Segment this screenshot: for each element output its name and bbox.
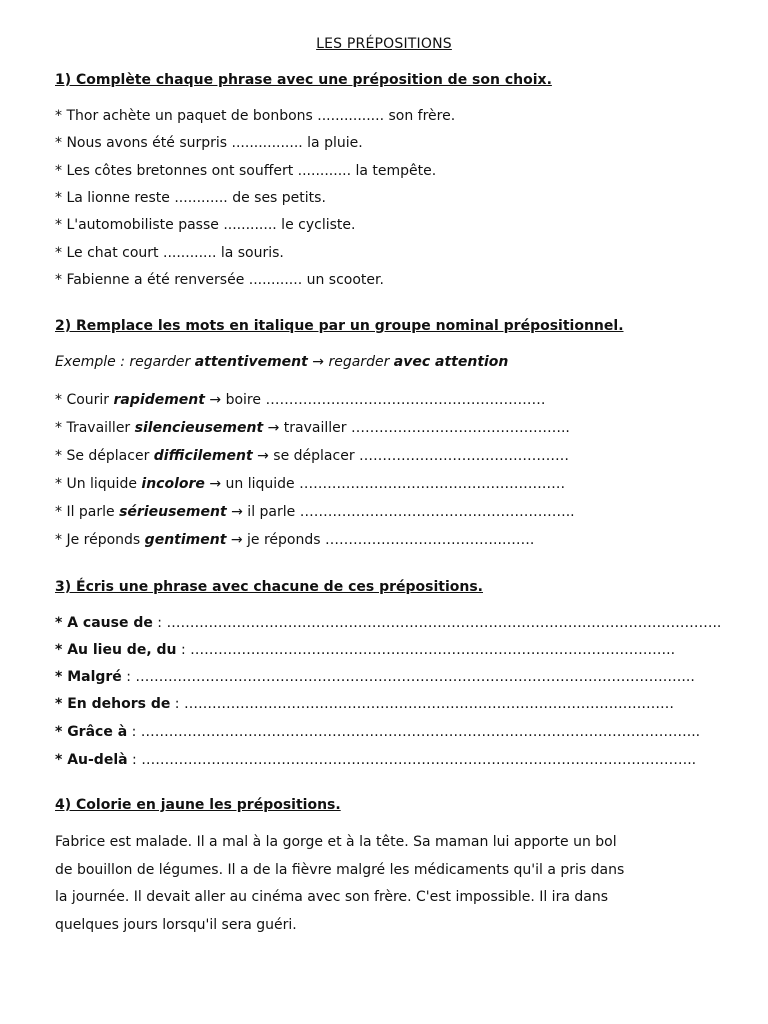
item-prefix: * Courir <box>55 392 114 408</box>
answer-dots: : ………………………………………………………………………………………………………... <box>121 669 695 685</box>
exercise-1-line: * La lionne reste ............ de ses petits. <box>55 190 326 206</box>
item-italic-word: rapidement <box>113 392 205 408</box>
exercise-2-line <box>55 448 569 464</box>
preposition-label: * A cause de <box>55 615 153 631</box>
exercise-1-line: * Nous avons été surpris ................ la pluie. <box>55 135 363 151</box>
section-3-heading: 3) Écris une phrase avec chacune de ces prépositions. <box>55 579 483 595</box>
exercise-3-line <box>55 615 721 631</box>
exercise-2-line <box>55 476 565 492</box>
example-answer: avec attention <box>393 354 509 370</box>
paragraph-line: la journée. Il devait aller au cinéma avec son frère. C'est impossible. Il ira dans <box>55 889 608 905</box>
exercise-3-line <box>55 752 696 768</box>
answer-dots: : ……………………………………………………………………………………………………….. <box>127 752 697 768</box>
answer-dots: : ………………………………………………………………………………………………………... <box>127 724 701 740</box>
item-suffix: → se déplacer ……………………………………… <box>252 448 570 464</box>
example-prefix: Exemple : regarder <box>55 354 195 370</box>
example-word: attentivement <box>194 354 308 370</box>
exercise-2-line <box>55 504 575 520</box>
exercise-1-line: * Fabienne a été renversée ............ un scooter. <box>55 272 384 288</box>
colouring-paragraph <box>55 829 715 939</box>
item-prefix: * Je réponds <box>55 532 145 548</box>
preposition-label: * En dehors de <box>55 696 171 712</box>
example-middle: → regarder <box>307 354 394 370</box>
item-prefix: * Un liquide <box>55 476 142 492</box>
item-suffix: → un liquide ………………………………………………… <box>204 476 566 492</box>
preposition-label: * Grâce à <box>55 724 128 740</box>
exercise-3-line <box>55 669 695 685</box>
paragraph-line: de bouillon de légumes. Il a de la fièvre malgré les médicaments qu'il a pris dans <box>55 861 625 878</box>
item-suffix: → il parle ………………………………………………….. <box>226 504 575 520</box>
section-4-heading: 4) Colorie en jaune les prépositions. <box>55 797 341 813</box>
preposition-label: * Au lieu de, du <box>55 642 177 658</box>
exercise-1-line: * L'automobiliste passe ............ le cycliste. <box>55 217 356 233</box>
exercise-3-line <box>55 724 700 740</box>
item-italic-word: incolore <box>141 476 205 492</box>
section-2-heading: 2) Remplace les mots en italique par un groupe nominal prépositionnel. <box>55 318 624 334</box>
item-italic-word: gentiment <box>144 532 227 548</box>
item-suffix: → boire …………………………………………………… <box>204 392 546 408</box>
exercise-1-line: * Thor achète un paquet de bonbons ............... son frère. <box>55 108 456 124</box>
item-suffix: → je réponds ………………………………..……. <box>226 532 535 548</box>
answer-dots: : ………………………………………………………………………………………….. <box>176 642 676 658</box>
preposition-label: * Malgré <box>55 669 122 685</box>
preposition-label: * Au-delà <box>55 752 128 768</box>
item-prefix: * Il parle <box>55 504 120 520</box>
answer-dots: : …………………………………………………………………………………………… <box>170 696 674 712</box>
item-italic-word: sérieusement <box>119 504 227 520</box>
item-prefix: * Se déplacer <box>55 448 154 464</box>
section-1-heading: 1) Complète chaque phrase avec une préposition de son choix. <box>55 72 552 88</box>
exercise-3-line <box>55 696 674 712</box>
exercise-3-line <box>55 642 675 658</box>
exercise-1-line: * Les côtes bretonnes ont souffert ............ la tempête. <box>55 163 437 179</box>
item-italic-word: difficilement <box>153 448 253 464</box>
paragraph-line: quelques jours lorsqu'il sera guéri. <box>55 916 297 933</box>
item-suffix: → travailler ……………………………………….. <box>263 420 570 436</box>
exercise-2-line <box>55 420 570 436</box>
item-prefix: * Travailler <box>55 420 135 436</box>
example-line <box>55 354 508 370</box>
item-italic-word: silencieusement <box>134 420 264 436</box>
paragraph-line: Fabrice est malade. Il a mal à la gorge et à la tête. Sa maman lui apporte un bol <box>55 834 617 850</box>
exercise-1-line: * Le chat court ............ la souris. <box>55 245 284 261</box>
page-title: LES PRÉPOSITIONS <box>316 36 452 52</box>
answer-dots: : ……………………………………………………………………………………………………….. <box>152 615 722 631</box>
exercise-2-line <box>55 392 545 408</box>
exercise-2-line <box>55 532 534 548</box>
